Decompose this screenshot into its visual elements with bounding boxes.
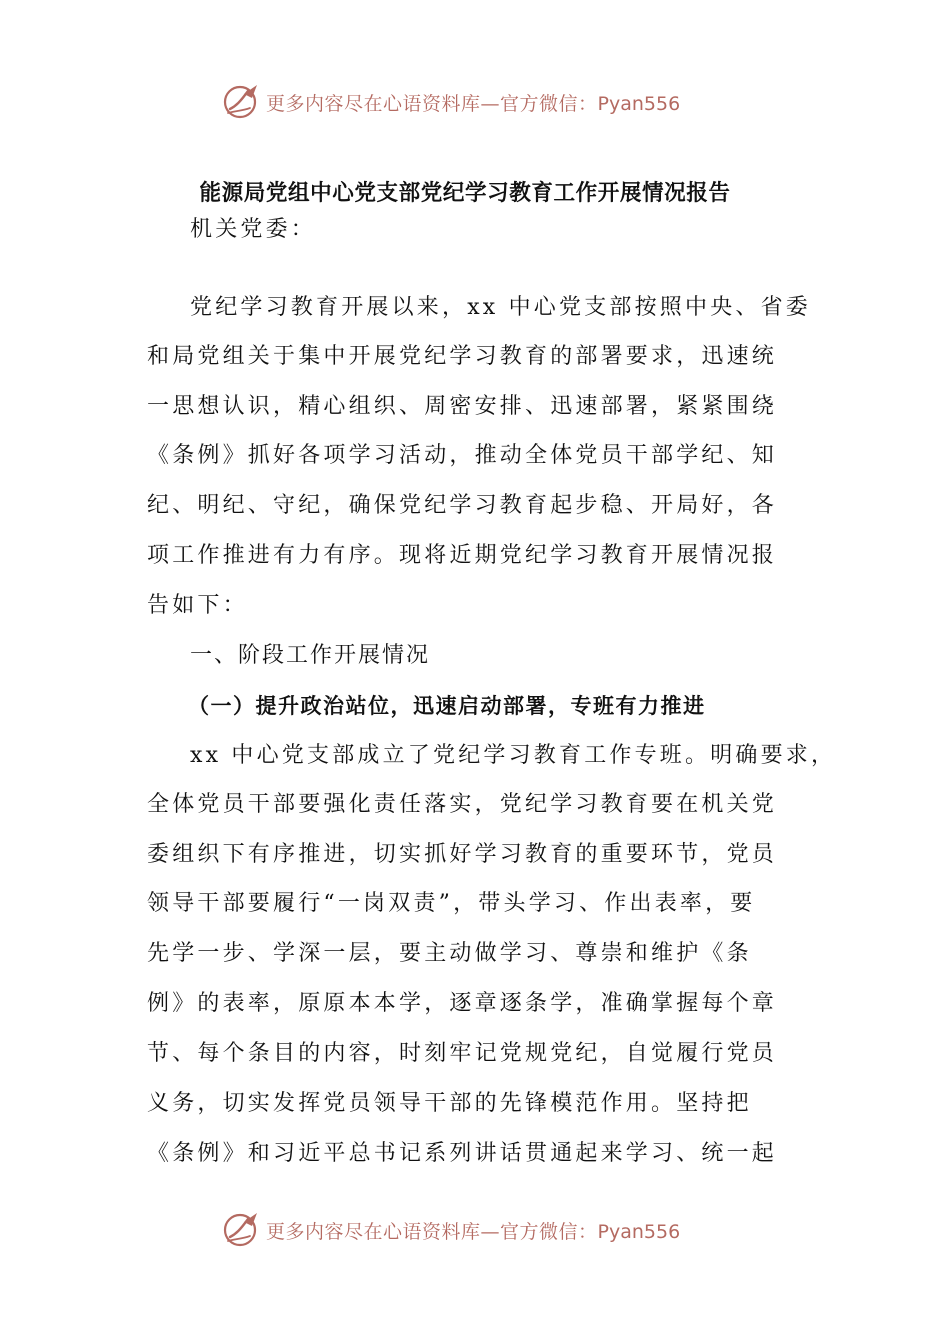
paragraph2-line: xx 中心党支部成立了党纪学习教育工作专班。明确要求，: [190, 743, 837, 768]
paragraph2-line: 节、每个条目的内容，时刻牢记党规党纪，自觉履行党员: [147, 1041, 778, 1066]
watermark-banner-bottom: [222, 1208, 680, 1252]
paragraph2-line: 全体党员干部要强化责任落实，党纪学习教育要在机关党: [147, 792, 778, 817]
subsection-heading: （一）提升政治站位，迅速启动部署，专班有力推进: [188, 694, 706, 718]
pen-logo-icon: [222, 1210, 262, 1250]
watermark-text: 更多内容尽在心语资料库—官方微信：Pyan556: [266, 1220, 681, 1243]
section-heading: 一、阶段工作开展情况: [190, 643, 431, 668]
paragraph1-line: 项工作推进有力有序。现将近期党纪学习教育开展情况报: [147, 543, 778, 568]
paragraph2-line: 委组织下有序推进，切实抓好学习教育的重要环节，党员: [147, 842, 778, 867]
paragraph2-line: 义务，切实发挥党员领导干部的先锋模范作用。坚持把: [147, 1091, 752, 1116]
paragraph2-line: 例》的表率，原原本本学，逐章逐条学，准确掌握每个章: [147, 991, 778, 1016]
document-title: 能源局党组中心党支部党纪学习教育工作开展情况报告: [199, 181, 731, 206]
paragraph2-line: 先学一步、学深一层，要主动做学习、尊崇和维护《条: [147, 941, 752, 966]
watermark-text: 更多内容尽在心语资料库—官方微信：Pyan556: [266, 92, 681, 115]
paragraph1-line: 一思想认识，精心组织、周密安排、迅速部署，紧紧围绕: [147, 394, 778, 419]
paragraph1-line: 告如下：: [147, 593, 248, 618]
salutation: 机关党委：: [190, 217, 317, 242]
paragraph1-line: 《条例》抓好各项学习活动，推动全体党员干部学纪、知: [147, 443, 778, 468]
paragraph1-line: 和局党组关于集中开展党纪学习教育的部署要求，迅速统: [147, 344, 778, 369]
wechat-id: Pyan556: [597, 1220, 681, 1243]
wechat-id: Pyan556: [597, 92, 681, 115]
watermark-banner-top: [222, 80, 680, 124]
paragraph1-line: 党纪学习教育开展以来，xx 中心党支部按照中央、省委: [190, 295, 812, 320]
pen-logo-icon: [222, 82, 262, 122]
paragraph2-line: 领导干部要履行“一岗双责”，带头学习、作出表率，要: [147, 891, 756, 916]
paragraph1-line: 纪、明纪、守纪，确保党纪学习教育起步稳、开局好，各: [147, 493, 778, 518]
paragraph2-line: 《条例》和习近平总书记系列讲话贯通起来学习、统一起: [147, 1141, 778, 1166]
